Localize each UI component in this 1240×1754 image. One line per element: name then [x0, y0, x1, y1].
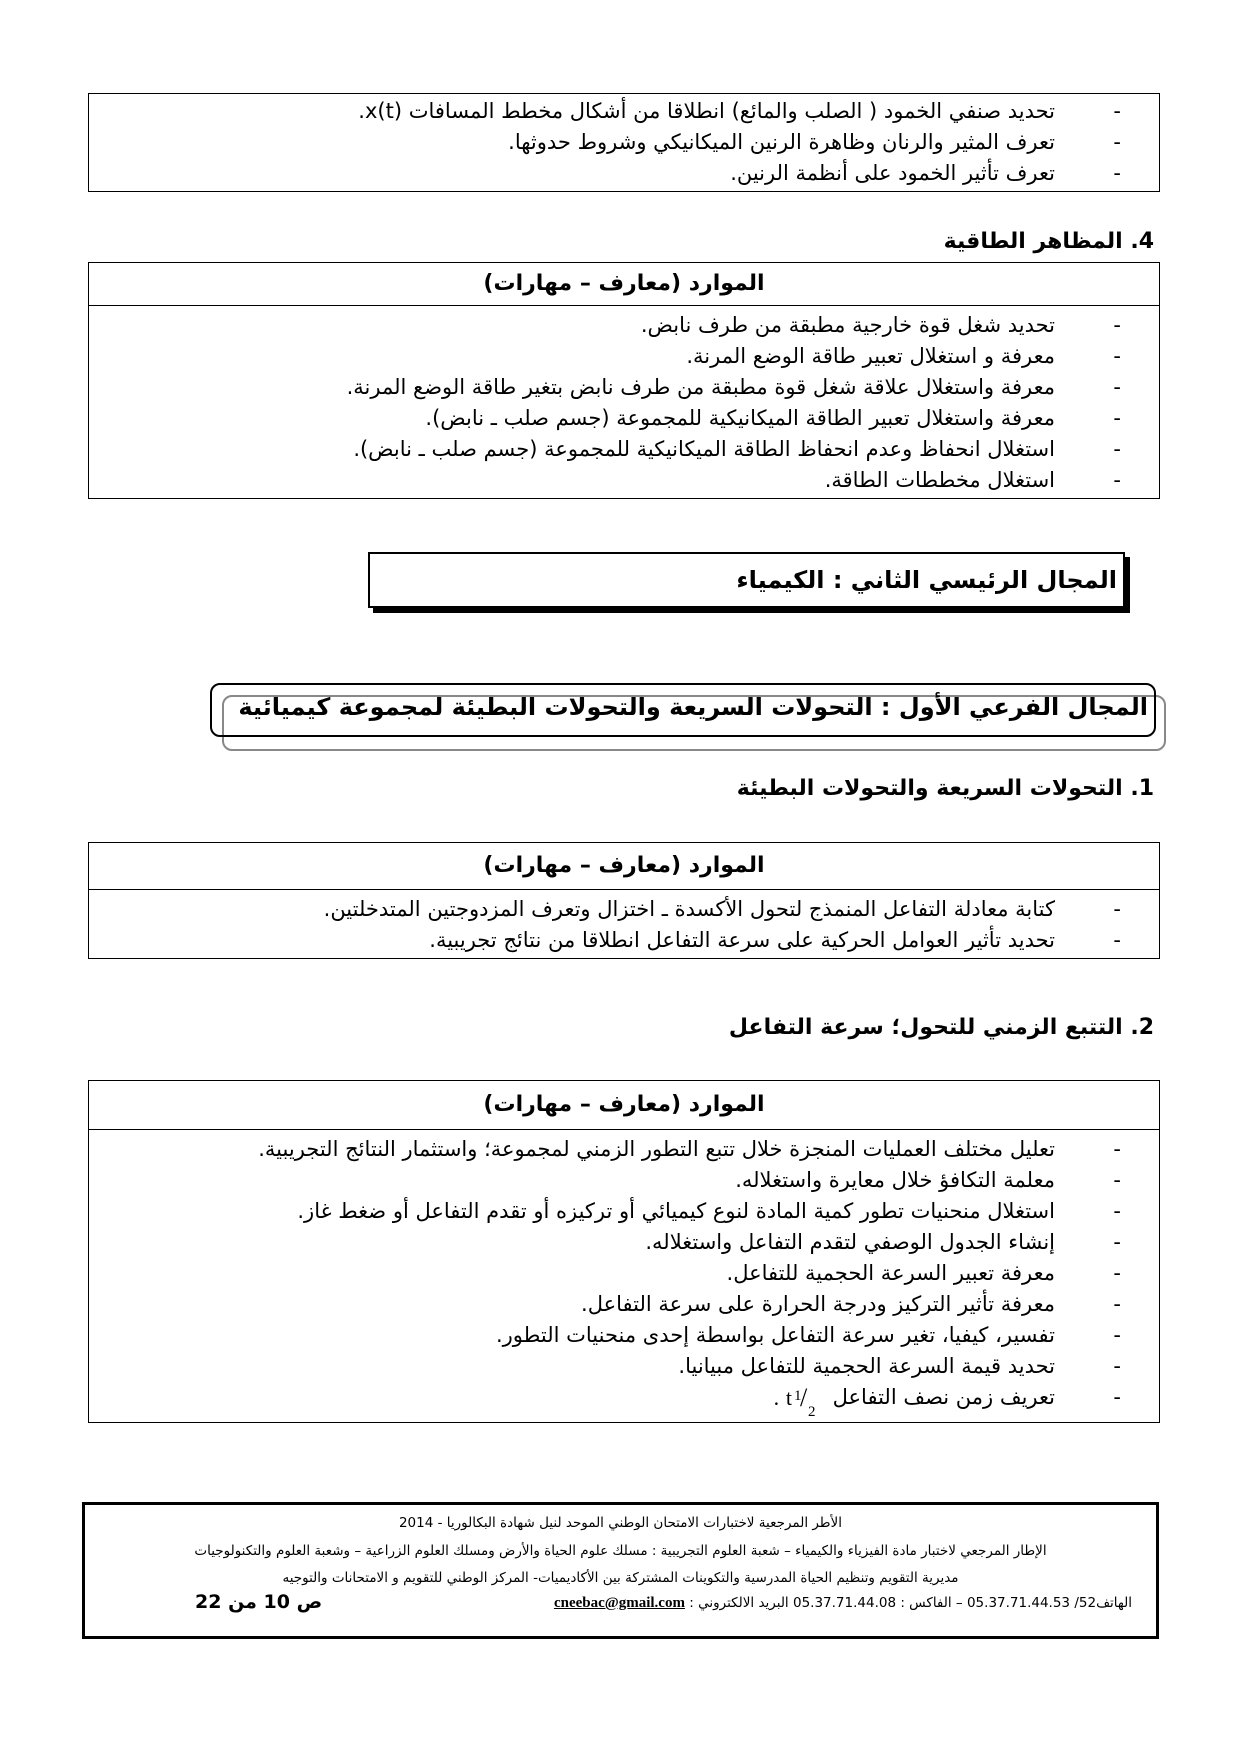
list-item: - معرفة تأثير التركيز ودرجة الحرارة على سرعة التفاعل. — [581, 1292, 1121, 1316]
energy-skills-table — [88, 262, 1160, 499]
page-number: ص 10 من 22 — [195, 1591, 323, 1613]
list-item: - تفسير، كيفيا، تغير سرعة التفاعل بواسطة إحدى منحنيات التطور. — [495, 1323, 1121, 1347]
list-item: - تحديد شغل قوة خارجية مطبقة من طرف نابض. — [640, 313, 1121, 337]
list-item: - معرفة و استغلال تعبير طاقة الوضع المرنة. — [686, 344, 1121, 368]
list-item: - تعرف تأثير الخمود على أنظمة الرنين. — [730, 161, 1121, 185]
half-life-symbol: . t 1 / 2 — [773, 1383, 816, 1420]
email-link[interactable]: cneebac@gmail.com — [553, 1595, 685, 1611]
page-footer — [82, 1502, 1159, 1639]
list-item: - معرفة واستغلال تعبير الطاقة الميكانيكية للمجموعة (جسم صلب ـ نابض). — [425, 406, 1121, 430]
list-item: - تعليل مختلف العمليات المنجزة خلال تتبع التطور الزمني لمجموعة؛ واستثمار النتائج التجريبية. — [258, 1137, 1121, 1161]
list-item: - تحديد صنفي الخمود ( الصلب والمائع) انطلاقا من أشكال مخطط المسافات x(t). — [358, 99, 1121, 123]
main-domain-heading: المجال الرئيسي الثاني : الكيمياء — [368, 552, 1125, 608]
footer-line: الأطر المرجعية لاختبارات الامتحان الوطني الموحد لنيل شهادة البكالوريا - 2014 — [398, 1515, 843, 1531]
list-item: - تحديد تأثير العوامل الحركية على سرعة التفاعل انطلاقا من نتائج تجريبية. — [429, 928, 1121, 952]
top-skills-table — [88, 93, 1160, 192]
table-header: الموارد (معارف – مهارات) — [89, 843, 1159, 890]
kinetics-skills-table — [88, 1080, 1160, 1423]
list-item: - معلمة التكافؤ خلال معايرة واستغلاله. — [735, 1168, 1121, 1192]
list-item: - إنشاء الجدول الوصفي لتقدم التفاعل واستغلاله. — [645, 1230, 1121, 1254]
list-item: - استغلال مخططات الطاقة. — [824, 468, 1121, 492]
footer-line: الإطار المرجعي لاختبار مادة الفيزياء والكيمياء – شعبة العلوم التجريبية : مسلك علوم الحياة والأرض ومسلك العلوم الزراعية – وشعبة العلوم والتكنولوجيات — [194, 1543, 1047, 1559]
list-item: - استغلال منحنيات تطور كمية المادة لنوع كيميائي أو تركيزه أو تقدم التفاعل أو ضغط غاز. — [297, 1199, 1121, 1223]
list-item: - كتابة معادلة التفاعل المنمذج لتحول الأكسدة ـ اختزال وتعرف المزدوجتين المتدخلتين. — [323, 897, 1121, 921]
footer-line: مديرية التقويم وتنظيم الحياة المدرسية والتكوينات المشتركة بين الأكاديميات- المركز الوطني للتقويم و الامتحانات والتوجيه — [282, 1570, 959, 1586]
section-title: 2. التتبع الزمني للتحول؛ سرعة التفاعل — [728, 1015, 1154, 1040]
list-item: - تحديد قيمة السرعة الحجمية للتفاعل مبيانيا. — [678, 1354, 1121, 1378]
list-item: - تعريف زمن نصف التفاعل . t 1 / 2 — [773, 1383, 1121, 1420]
sub-domain-heading: المجال الفرعي الأول : التحولات السريعة والتحولات البطيئة لمجموعة كيميائية — [238, 693, 1148, 721]
footer-contact: الهاتف52/ 05.37.71.44.53 – الفاكس : 05.37.71.44.08 البريد الالكتروني : cneebac@gmail.com — [553, 1595, 1132, 1611]
list-item: - معرفة واستغلال علاقة شغل قوة مطبقة من طرف نابض بتغير طاقة الوضع المرنة. — [346, 375, 1121, 399]
list-item: - استغلال انحفاظ وعدم انحفاظ الطاقة الميكانيكية للمجموعة (جسم صلب ـ نابض). — [353, 437, 1121, 461]
list-item: - معرفة تعبير السرعة الحجمية للتفاعل. — [726, 1261, 1121, 1285]
table-header: الموارد (معارف – مهارات) — [89, 1081, 1159, 1130]
list-item: - تعرف المثير والرنان وظاهرة الرنين الميكانيكي وشروط حدوثها. — [508, 130, 1121, 154]
section-title: 4. المظاهر الطاقية — [943, 229, 1154, 254]
section-title: 1. التحولات السريعة والتحولات البطيئة — [736, 776, 1154, 801]
fast-slow-skills-table — [88, 842, 1160, 959]
table-header: الموارد (معارف – مهارات) — [89, 263, 1159, 306]
